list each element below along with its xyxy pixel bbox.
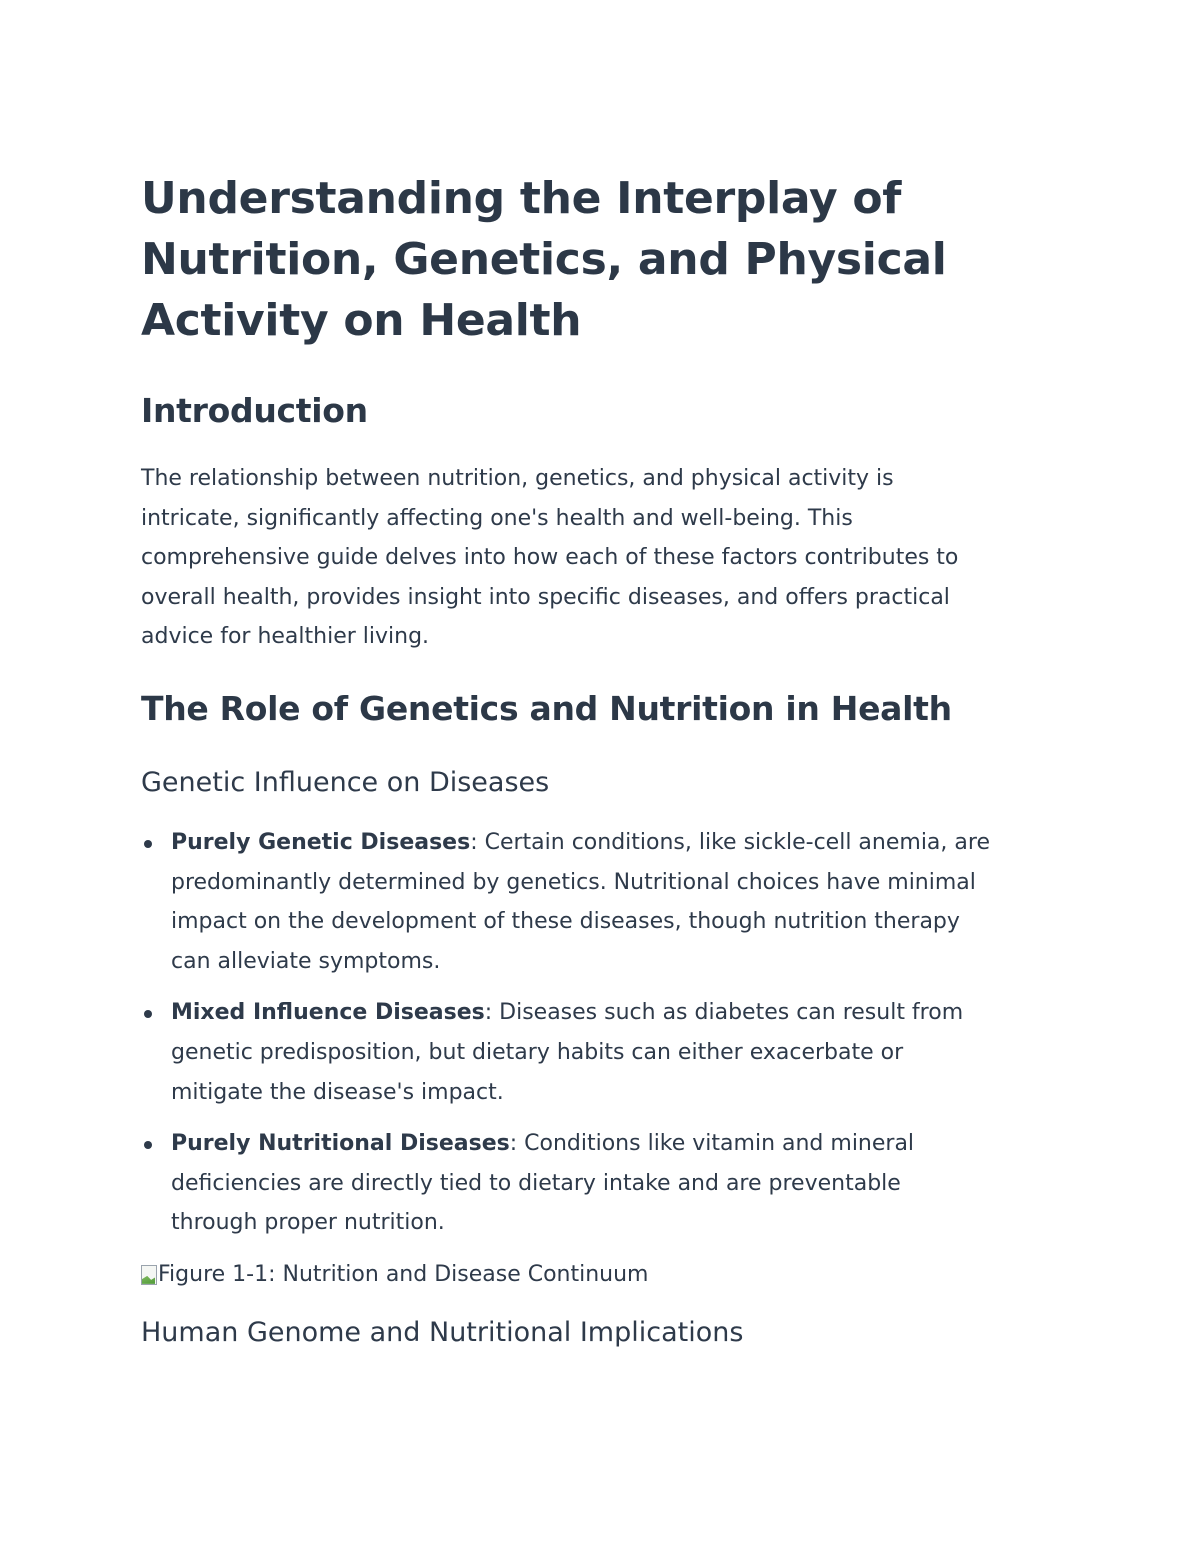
list-item-text: through proper nutrition. xyxy=(171,1210,445,1236)
list-item-text: : Conditions like vitamin and mineral xyxy=(509,1131,915,1157)
list-item-text: can alleviate symptoms. xyxy=(171,948,441,974)
figure-placeholder xyxy=(141,1255,1071,1295)
paragraph-line: comprehensive guide delves into how each of these factors contributes to xyxy=(141,545,959,571)
list-item-text: mitigate the disease's impact. xyxy=(171,1079,504,1105)
disease-list xyxy=(141,823,1071,1243)
subsection-heading-genetic-influence: Genetic Influence on Diseases xyxy=(141,766,550,798)
introduction-heading: Introduction xyxy=(141,391,368,430)
list-item-text: : Certain conditions, like sickle-cell anemia, are xyxy=(470,829,990,855)
paragraph-line: The relationship between nutrition, genetics, and physical activity is xyxy=(141,466,894,491)
title-line: Understanding the Interplay of xyxy=(141,173,902,224)
list-item xyxy=(141,993,1071,1112)
document-title xyxy=(141,168,1071,351)
section-heading: The Role of Genetics and Nutrition in Health xyxy=(141,688,952,728)
introduction-paragraph xyxy=(141,459,1071,657)
paragraph-line: advice for healthier living. xyxy=(141,624,430,650)
list-item-text: : Diseases such as diabetes can result from xyxy=(484,1000,964,1026)
list-item-term: Purely Genetic Diseases xyxy=(171,829,471,855)
title-line: Nutrition, Genetics, and Physical xyxy=(141,234,947,285)
list-item-text: impact on the development of these diseases, though nutrition therapy xyxy=(171,909,960,935)
list-item-term: Purely Nutritional Diseases xyxy=(171,1131,510,1157)
broken-image-icon xyxy=(141,1265,157,1285)
list-item-text: deficiencies are directly tied to dietary intake and are preventable xyxy=(171,1170,901,1196)
paragraph-line: intricate, significantly affecting one's health and well-being. This xyxy=(141,505,853,531)
bullet-icon xyxy=(144,1010,152,1018)
list-item xyxy=(141,823,1071,981)
title-line: Activity on Health xyxy=(141,295,582,346)
list-item-term: Mixed Influence Diseases xyxy=(171,1000,485,1026)
bullet-icon xyxy=(144,840,152,848)
subsection-heading-human-genome: Human Genome and Nutritional Implications xyxy=(141,1316,744,1348)
bullet-icon xyxy=(144,1141,152,1149)
list-item xyxy=(141,1124,1071,1243)
paragraph-line: overall health, provides insight into specific diseases, and offers practical xyxy=(141,584,950,610)
list-item-text: genetic predisposition, but dietary habits can either exacerbate or xyxy=(171,1039,904,1065)
document-content xyxy=(141,168,1071,1351)
figure-alt-text: Figure 1-1: Nutrition and Disease Continuum xyxy=(158,1261,649,1287)
list-item-text: predominantly determined by genetics. Nutritional choices have minimal xyxy=(171,869,976,895)
